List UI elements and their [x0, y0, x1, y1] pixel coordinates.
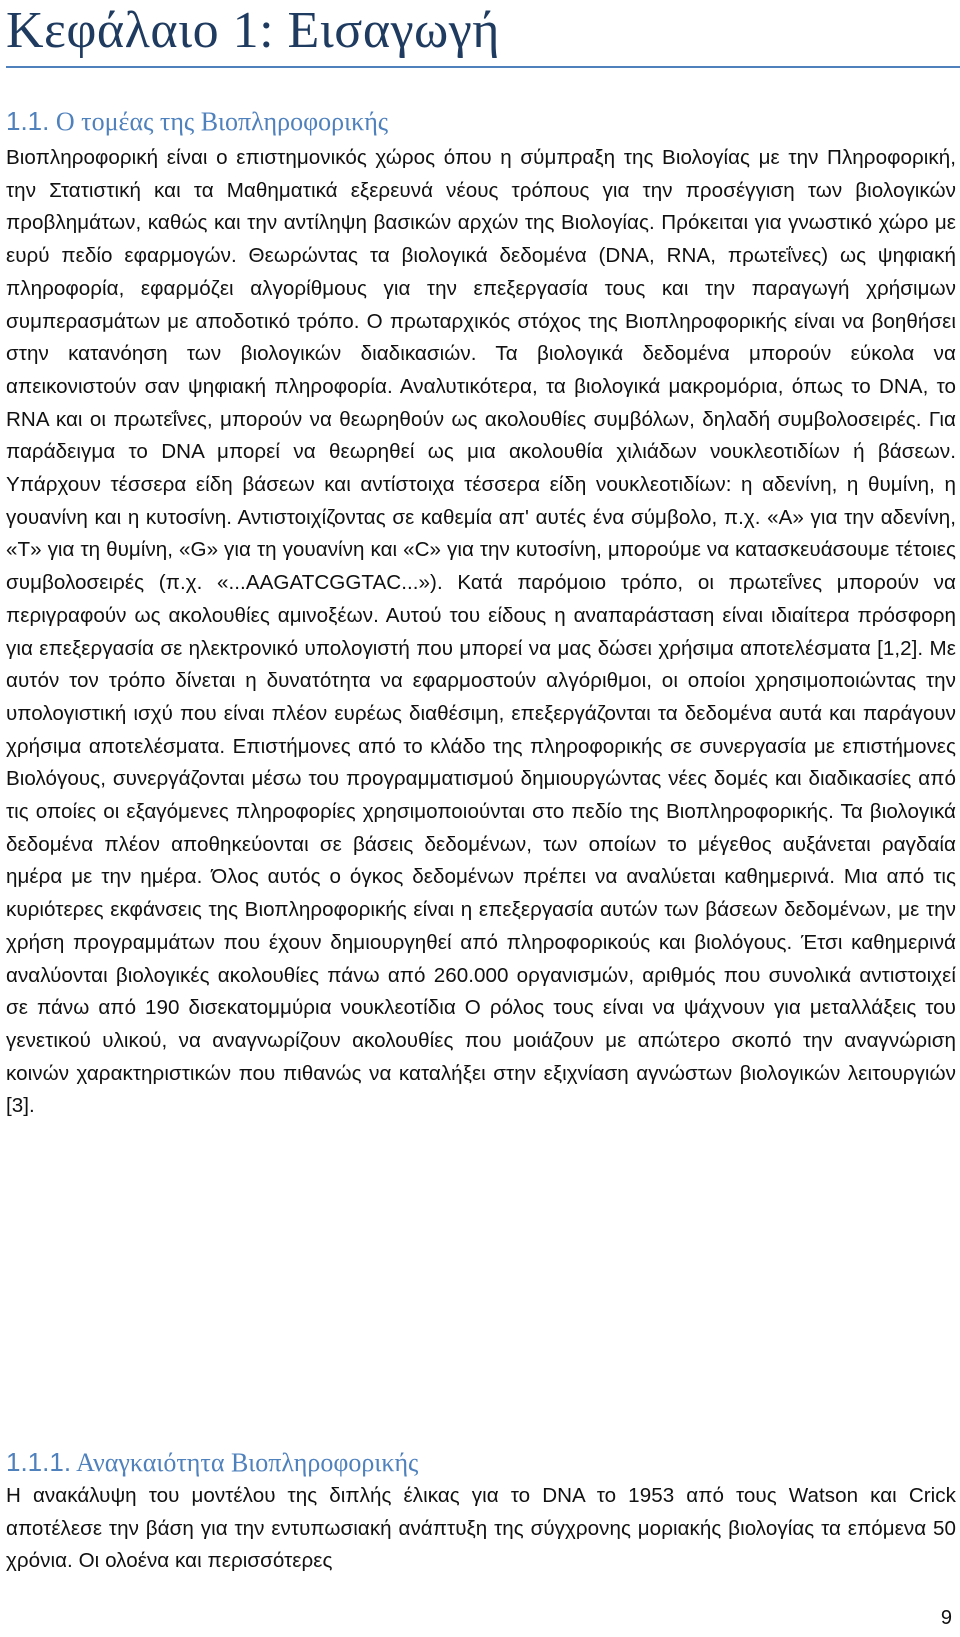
section-paragraph: Βιοπληροφορική είναι ο επιστημονικός χώρος όπου η σύμπραξη της Βιολογίας με την Πληροφορική, την Στατιστική και τα Μαθηματικά εξερευνά νέους τρόπους για την προσέγγιση των βιολογικών προβλημάτων, καθώς και την αντίληψη βασικών αρχών της Βιολογίας. Πρόκειται για γνωστικό χώρο με ευρύ πεδίο εφαρμογών. Θεωρώντας τα βιολογικά δεδομένα (DNA, RNA, πρωτεΐνες) ως ψηφιακή πληροφορία, εφαρμόζει αλγορίθμους για την επεξεργασία τους και την παραγωγή χρήσιμων συμπερασμάτων με αποδοτικό τρόπο. Ο πρωταρχικός στόχος της Βιοπληροφορικής είναι να βοηθήσει στην κατανόηση των βιολογικών διαδικασιών. Τα βιολογικά δεδομένα μπορούν εύκολα να απεικονιστούν σαν ψηφιακή πληροφορία. Αναλυτικότερα, τα βιολογικά μακρομόρια, όπως το DNA, το RNA και οι πρωτεΐνες, μπορούν να θεωρηθούν ως ακολουθίες συμβόλων, δηλαδή συμβολοσειρές. Για παράδειγμα το DNA μπορεί να θεωρηθεί ως μια ακολουθία χιλιάδων νουκλεοτιδίων ή βάσεων. Υπάρχουν τέσσερα είδη βάσεων και αντίστοιχα τέσσερα είδη νουκλεοτιδίων: η αδενίνη, η θυμίνη, η γουανίνη και η κυτοσίνη. Αντιστοιχίζοντας σε καθεμία απ' αυτές ένα σύμβολο, π.χ. «A» για την αδενίνη, «T» για τη θυμίνη, «G» για τη γουανίνη και «C» για την κυτοσίνη, μπορούμε να κατασκευάσουμε τέτοιες συμβολοσειρές (π.χ. «...AAGATCGGTAC...»). Κατά παρόμοιο τρόπο, οι πρωτεΐνες μπορούν να περιγραφούν ως ακολουθίες αμινοξέων. Αυτού του είδους η αναπαράσταση είναι ιδιαίτερα πρόσφορη για επεξεργασία σε ηλεκτρονικό υπολογιστή που μπορεί να μας δώσει χρήσιμα αποτελέσματα [1,2]. Με αυτόν τον τρόπο δίνεται η δυνατότητα να εφαρμοστούν αλγόριθμοι, οι οποίοι χρησιμοποιώντας την υπολογιστική ισχύ που είναι πλέον ευρέως διαθέσιμη, επεξεργάζονται τα δεδομένα αυτά και παράγουν χρήσιμα αποτελέσματα. Επιστήμονες από το κλάδο της πληροφορικής σε συνεργασία με επιστήμονες Βιολόγους, συνεργάζονται μέσω του προγραμματισμού δημιουργώντας νέες δομές και διαδικασίες από τις οποίες οι εξαγόμενες πληροφορίες χρησιμοποιούνται στο πεδίο της Βιοπληροφορικής. Τα βιολογικά δεδομένα πλέον αποθηκεύονται σε βάσεις δεδομένων, των οποίων το μέγεθος αυξάνεται ραγδαία ημέρα με την ημέρα. Όλος αυτός ο όγκος δεδομένων πρέπει να αναλύεται καθημερινά. Μια από τις κυριότερες εκφάνσεις της Βιοπληροφορικής είναι η επεξεργασία αυτών των βάσεων δεδομένων, με την χρήση προγραμμάτων που έχουν δημιουργηθεί από πληροφορικούς και βιολόγους. Έτσι καθημερινά αναλύονται βιολογικές ακολουθίες πάνω από 260.000 οργανισμών, αριθμός που συνολικά αντιστοιχεί σε πάνω από 190 δισεκατομμύρια νουκλεοτίδια Ο ρόλος τους είναι να ψάχνουν για μεταλλάξεις του γενετικού υλικού, να αναγνωρίζουν ακολουθίες που μοιάζουν με απώτερο σκοπό την αναγνώριση κοινών χαρακτηριστικών που πιθανώς να καταλήξει στην εξιχνίαση αγνώστων βιολογικών λειτουργιών [3]. [6, 146, 956, 1118]
section-heading-1-1-1 [6, 1445, 418, 1480]
page-number: 9 [940, 1607, 952, 1629]
section-title: Αναγκαιότητα Βιοπληροφορικής [76, 1448, 419, 1477]
section-heading-1-1 [6, 104, 388, 139]
section-number: 1.1. [6, 106, 50, 136]
section-number: 1.1.1. [6, 1447, 72, 1477]
chapter-title: Κεφάλαιο 1: Εισαγωγή [6, 2, 500, 59]
chapter-title-underline [6, 66, 960, 68]
section-title: Ο τομέας της Βιοπληροφορικής [55, 107, 389, 136]
section-paragraph: Η ανακάλυψη του μοντέλου της διπλής έλικας για το DNA το 1953 από τους Watson και Crick αποτέλεσε την βάση για την εντυπωσιακή ανάπτυξη της σύγχρονης μοριακής βιολογίας τα επόμενα 50 χρόνια. Οι ολοένα και περισσότερες [6, 1484, 956, 1573]
